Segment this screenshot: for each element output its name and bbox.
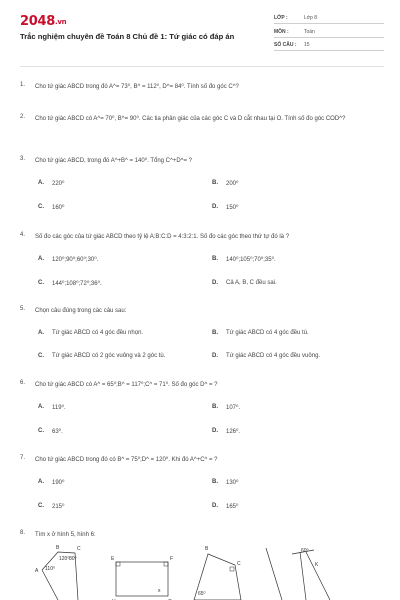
question-1: 1. Cho tứ giác ABCD trong đó A^= 73⁰, B^ = 112⁰, D^= 84⁰. Tính số đo góc C^? [20,82,239,90]
document-meta [274,12,384,53]
svg-text:60⁰: 60⁰ [301,548,309,554]
document-header [20,12,384,64]
meta-class: LỚP : Lớp 8 [274,12,384,24]
question-2: 2. Cho tứ giác ABCD có A^= 70⁰, B^= 90⁰. Các tia phân giác của các góc C và D cắt nhau tại O. Tính số đo góc COD^? [20,114,346,122]
question-7: 7. Cho tứ giác ABCD trong đó có B^ = 75⁰;D^ = 120⁰. Khi đó A^+C^ = ? A. 190⁰ B. 130⁰ C. 215⁰ D. 165⁰ [20,455,239,510]
svg-text:x: x [158,588,161,594]
svg-text:C: C [237,561,241,567]
meta-subject: MÔN : Toán [274,26,384,38]
svg-text:80⁰: 80⁰ [69,556,77,562]
svg-text:A: A [35,568,39,574]
svg-text:F: F [170,556,174,562]
question-4: 4. Số đo các góc của tứ giác ABCD theo tỷ lệ A:B:C:D = 4:3:2:1. Số đo các góc theo thứ tự đó là ? A. 120⁰;90⁰;60⁰;30⁰. B. 140⁰;105⁰;70⁰;35⁰. C. 144⁰;108⁰;72⁰;36⁰. D. Cả A, B, C đều sai. [20,232,290,287]
question-8-figures [30,540,370,600]
figure-quadrilateral-3 [266,548,330,600]
svg-text:120⁰: 120⁰ [59,556,70,562]
svg-text:C: C [77,546,81,552]
figure-quadrilateral-2 [194,546,241,600]
site-logo[interactable]: 2048.vn [20,14,67,29]
header-divider [20,66,384,67]
svg-text:B: B [205,546,209,552]
document-title: Trắc nghiệm chuyên đề Toán 8 Chủ đề 1: Tứ giác có đáp án [20,32,235,41]
figure-rectangle-efgh [111,556,173,600]
question-5: 5. Chọn câu đúng trong các câu sau: A. Tứ giác ABCD có 4 góc đều nhọn. B. Tứ giác ABCD có 4 góc đều tù. C. Tứ giác ABCD có 2 góc vuông và 2 góc tù. D. Tứ giác ABCD có 4 góc đều vuông. [20,306,321,359]
figure-quadrilateral-abcd [35,545,81,600]
svg-text:65⁰: 65⁰ [198,591,206,597]
meta-question-count: SỐ CÂU : 15 [274,39,384,51]
svg-text:110⁰: 110⁰ [45,566,55,572]
svg-text:E: E [111,556,115,562]
question-8: 8. Tìm x ở hình 5, hình 6: [20,530,96,538]
svg-text:B: B [56,545,60,551]
question-3: 3. Cho tứ giác ABCD, trong đó A^+B^ = 140⁰. Tổng C^+D^= ? A. 220⁰ B. 200⁰ C. 160⁰ D. 150⁰ [20,156,239,211]
question-6: 6. Cho tứ giác ABCD có A^ = 65⁰;B^ = 117⁰;C^ = 71⁰. Số đo góc D^ = ? A. 119⁰. B. 107⁰. C. 63⁰. D. 126⁰. [20,380,241,435]
svg-text:K: K [315,562,319,568]
